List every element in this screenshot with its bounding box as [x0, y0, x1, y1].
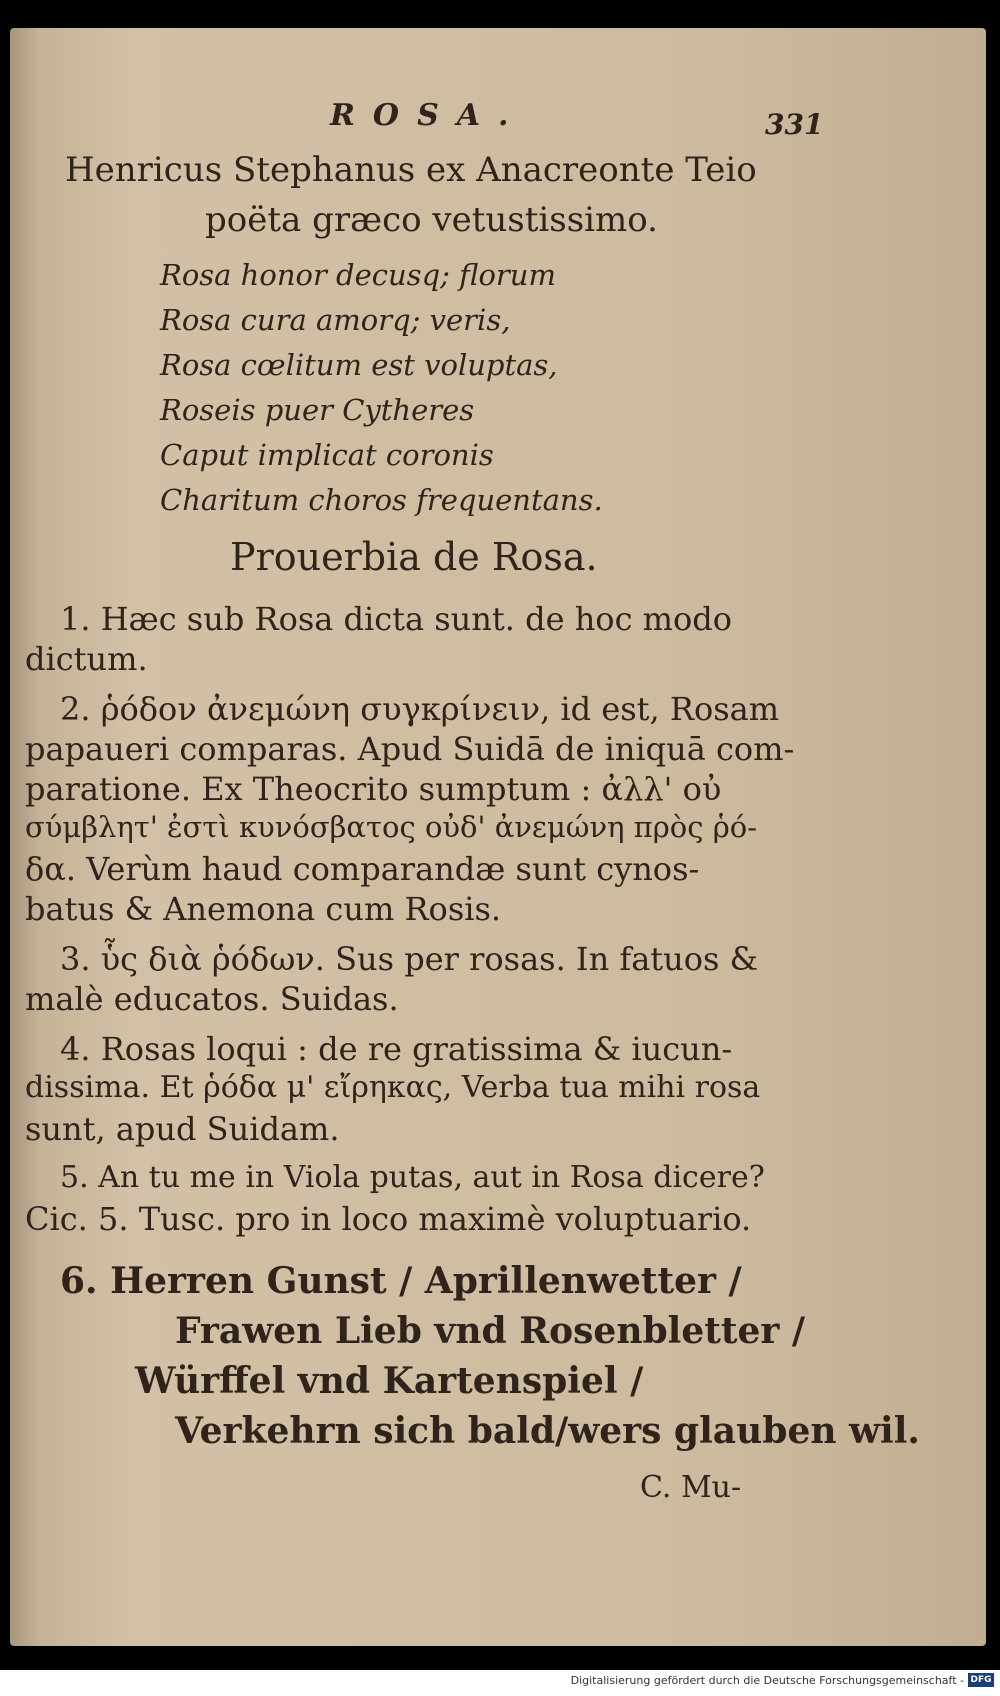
verse-line: Charitum choros frequentans.	[160, 483, 603, 517]
footer-bar	[0, 1670, 1000, 1696]
body-line: 4. Rosas loqui : de re gratissima & iucun-	[60, 1030, 733, 1068]
footer-credit: Digitalisierung gefördert durch die Deutsche Forschungsgemeinschaft -	[570, 1674, 964, 1687]
body-line: paratione. Ex Theocrito sumptum : ἀλλ' οὐ	[25, 770, 722, 808]
catchword: C. Mu-	[640, 1470, 742, 1505]
body-line: dictum.	[25, 640, 148, 678]
verse-line: Rosa honor decusq; florum	[160, 258, 556, 292]
german-verse-line: Verkehrn sich bald/wers glauben wil.	[175, 1410, 920, 1452]
body-line: papaueri comparas. Apud Suidā de iniquā com-	[25, 730, 795, 768]
proverbs-title: Prouerbia de Rosa.	[230, 535, 598, 579]
german-verse-line: Würffel vnd Kartenspiel /	[135, 1360, 644, 1402]
body-line: sunt, apud Suidam.	[25, 1110, 340, 1148]
body-line: 2. ῥόδον ἀνεμώνη συγκρίνειν, id est, Rosam	[60, 690, 780, 728]
body-line: malè educatos. Suidas.	[25, 980, 399, 1018]
verse-line: Roseis puer Cytheres	[160, 393, 475, 427]
verse-line: Rosa cœlitum est voluptas,	[160, 348, 558, 382]
page-number: 331	[765, 108, 824, 141]
verse-line: Rosa cura amorq; veris,	[160, 303, 511, 337]
title-line-1: Henricus Stephanus ex Anacreonte Teio	[65, 150, 757, 190]
german-verse-line: Frawen Lieb vnd Rosenbletter /	[175, 1310, 806, 1352]
body-line: 3. ὗς διὰ ῥόδων. Sus per rosas. In fatuos &	[60, 940, 759, 978]
book-page	[10, 28, 986, 1646]
body-line: Cic. 5. Tusc. pro in loco maximè voluptuario.	[25, 1200, 752, 1238]
title-line-2: poëta græco vetustissimo.	[205, 200, 658, 240]
body-line: dissima. Et ῥόδα μ' εἴρηκας, Verba tua mihi rosa	[25, 1070, 761, 1105]
body-line: batus & Anemona cum Rosis.	[25, 890, 502, 928]
body-line: 5. An tu me in Viola putas, aut in Rosa dicere?	[60, 1160, 765, 1195]
german-verse-line: 6. Herren Gunst / Aprillenwetter /	[60, 1260, 742, 1302]
body-line: 1. Hæc sub Rosa dicta sunt. de hoc modo	[60, 600, 733, 638]
dfg-logo-icon: DFG	[968, 1673, 994, 1687]
running-head: ROSA.	[330, 98, 527, 133]
body-line: δα. Verùm haud comparandæ sunt cynos-	[25, 850, 700, 888]
verse-line: Caput implicat coronis	[160, 438, 494, 472]
body-line: σύμβλητ' ἐστὶ κυνόσβατος οὐδ' ἀνεμώνη πρὸς ῥό-	[25, 810, 757, 844]
